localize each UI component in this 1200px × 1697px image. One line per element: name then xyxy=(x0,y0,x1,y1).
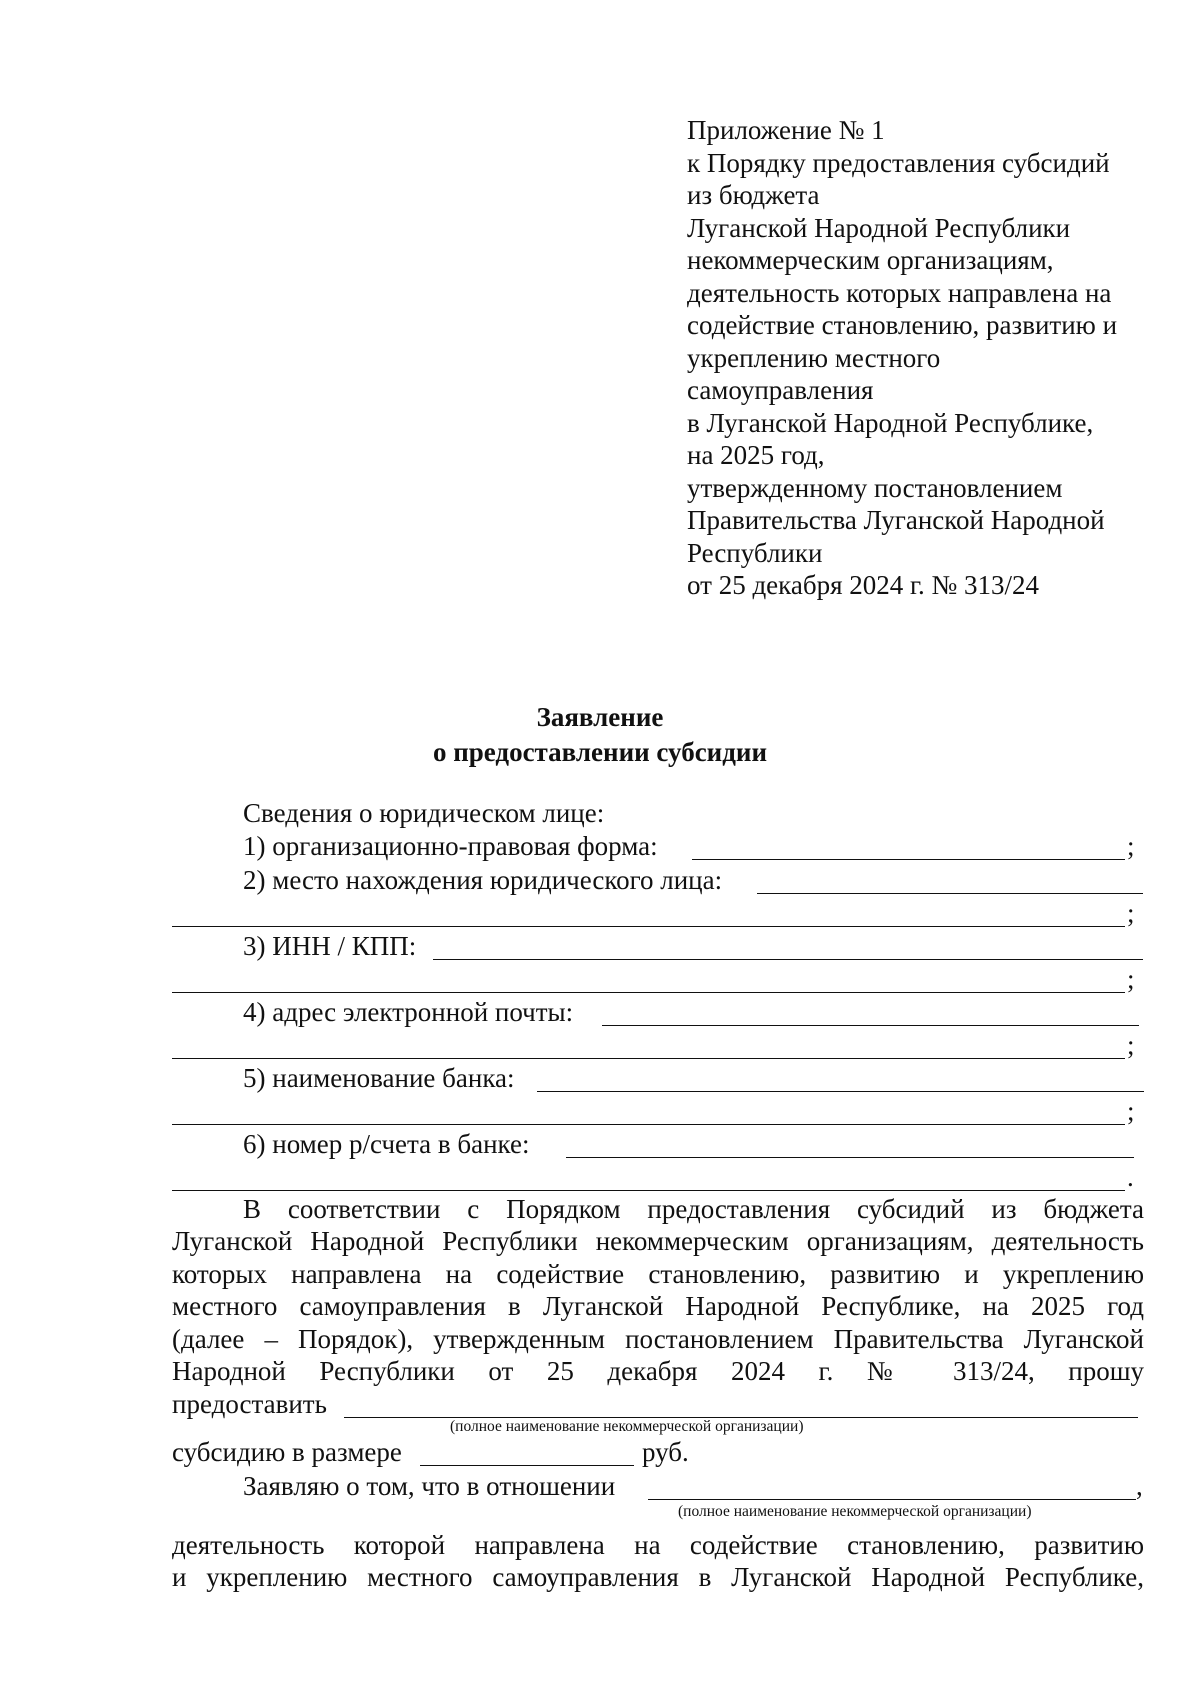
provide-label: предоставить xyxy=(172,1389,327,1419)
appendix-line: самоуправления xyxy=(687,375,874,405)
paragraph-line: Луганской Народной Республики некоммерческим организациям, деятельность xyxy=(172,1226,1144,1257)
field-label-email: 4) адрес электронной почты: xyxy=(243,997,574,1027)
paragraph-line: которых направлена на содействие становлению, развитию и укреплению xyxy=(172,1258,1144,1289)
main-paragraph xyxy=(172,1193,1144,1387)
legal-entity-intro: Сведения о юридическом лице: xyxy=(243,798,605,828)
field-line-location-cont[interactable] xyxy=(172,926,1125,927)
field-line-bank-name[interactable] xyxy=(537,1091,1144,1092)
appendix-line: укреплению местного xyxy=(687,342,941,373)
field-label-location: 2) место нахождения юридического лица: xyxy=(243,865,723,895)
semicolon: ; xyxy=(1127,831,1135,861)
field-line-email[interactable] xyxy=(602,1025,1139,1026)
appendix-line: утвержденному постановлением xyxy=(687,472,1063,503)
field-line-legal-form[interactable] xyxy=(692,859,1125,860)
paragraph-line: (далее – Порядок), утвержденным постановлением Правительства Луганской xyxy=(172,1323,1144,1354)
field-label-account: 6) номер р/счета в банке: xyxy=(243,1129,530,1159)
appendix-line: содействие становлению, развитию и xyxy=(687,310,1118,340)
field-label-inn-kpp: 3) ИНН / КПП: xyxy=(243,931,417,961)
appendix-line: от 25 декабря 2024 г. № 313/24 xyxy=(687,570,1040,600)
field-line-account-cont[interactable] xyxy=(172,1190,1125,1191)
appendix-line: некоммерческим организациям, xyxy=(687,245,1054,275)
appendix-line: на 2025 год, xyxy=(687,440,825,470)
field-line-inn-kpp-cont[interactable] xyxy=(172,992,1125,993)
field-line-location[interactable] xyxy=(757,893,1143,894)
paragraph-line: и укреплению местного самоуправления в Луганской Народной Республике, xyxy=(172,1562,1144,1593)
org-name-caption-2: (полное наименование некоммерческой организации) xyxy=(678,1503,1032,1520)
field-label-legal-form: 1) организационно-правовая форма: xyxy=(243,831,658,861)
period: . xyxy=(1127,1162,1134,1192)
field-line-email-cont[interactable] xyxy=(172,1058,1125,1059)
semicolon: ; xyxy=(1127,898,1135,928)
field-line-inn-kpp[interactable] xyxy=(433,959,1143,960)
semicolon: ; xyxy=(1127,1096,1135,1126)
appendix-line: Республики xyxy=(687,537,823,568)
org-name-caption: (полное наименование некоммерческой организации) xyxy=(450,1418,804,1435)
semicolon: ; xyxy=(1127,964,1135,994)
subsidy-amount-label: субсидию в размере xyxy=(172,1437,402,1467)
tail-paragraph xyxy=(172,1529,1144,1594)
paragraph-line: Народной Республики от 25 декабря 2024 г. № 313/24, прошу xyxy=(172,1355,1144,1386)
currency-label: руб. xyxy=(642,1437,689,1467)
field-label-bank-name: 5) наименование банка: xyxy=(243,1063,515,1093)
document-title: Заявление xyxy=(536,702,664,732)
appendix-line: к Порядку предоставления субсидий xyxy=(687,147,1110,178)
appendix-line: Луганской Народной Республики xyxy=(687,212,1071,243)
paragraph-line: В соответствии с Порядком предоставления субсидий из бюджета xyxy=(243,1194,1144,1224)
field-line-org-name-2[interactable] xyxy=(648,1499,1136,1500)
document-subtitle: о предоставлении субсидии xyxy=(432,737,768,767)
field-line-bank-name-cont[interactable] xyxy=(172,1124,1125,1125)
appendix-line: из бюджета xyxy=(687,180,820,210)
comma: , xyxy=(1136,1471,1143,1501)
field-line-account[interactable] xyxy=(566,1157,1134,1158)
semicolon: ; xyxy=(1127,1030,1135,1060)
declare-label: Заявляю о том, что в отношении xyxy=(243,1471,616,1501)
paragraph-line: местного самоуправления в Луганской Народной Республике, на 2025 год xyxy=(172,1291,1144,1322)
appendix-line: Приложение № 1 xyxy=(687,115,885,145)
appendix-line: в Луганской Народной Республике, xyxy=(687,407,1094,438)
paragraph-line: деятельность которой направлена на содействие становлению, развитию xyxy=(172,1530,1144,1560)
appendix-line: Правительства Луганской Народной xyxy=(687,505,1105,535)
field-line-subsidy-amount[interactable] xyxy=(420,1465,634,1466)
appendix-header xyxy=(687,114,1167,602)
appendix-line: деятельность которых направлена на xyxy=(687,277,1112,308)
